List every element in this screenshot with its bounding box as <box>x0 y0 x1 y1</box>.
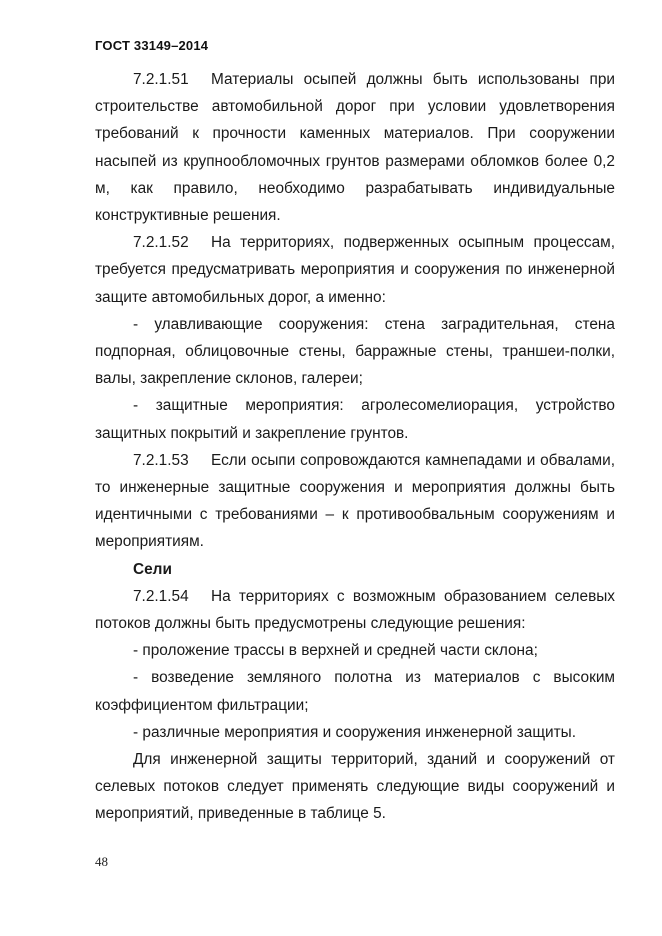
clause-number: 7.2.1.53 <box>133 451 189 469</box>
list-item: - улавливающие сооружения: стена заградительная, стена подпорная, облицовочные стены, барражные стены, траншеи-полки, валы, закрепление склонов, галереи; <box>95 315 615 388</box>
clause-text: Материалы осыпей должны быть использованы при строительстве автомобильной дорог при условии удовлетворения требований к прочности каменных материалов. При сооружении насыпей из крупнообломочных грунтов размерами обломков более 0,2 м, как правило, необходимо разрабатывать индивидуальные конструктивные решения. <box>95 71 615 225</box>
body-paragraph: Для инженерной защиты территорий, зданий и сооружений от селевых потоков следует применять следующие виды сооружений и мероприятий, приведенные в таблице 5. <box>95 751 615 823</box>
clause-7-2-1-51 <box>95 66 615 229</box>
section-heading: Сели <box>133 560 172 578</box>
clause-7-2-1-53 <box>95 447 615 556</box>
clause-number: 7.2.1.54 <box>133 587 189 605</box>
clause-text: На территориях с возможным образованием селевых потоков должны быть предусмотрены следующие решения: <box>95 587 615 633</box>
clause-text: На территориях, подверженных осыпным процессам, требуется предусматривать мероприятия и сооружения по инженерной защите автомобильных дорог, а именно: <box>95 234 615 306</box>
page-number: 48 <box>95 854 108 869</box>
list-item: - защитные мероприятия: агролесомелиорация, устройство защитных покрытий и закрепление грунтов. <box>95 397 615 442</box>
clause-7-2-1-54 <box>95 583 615 637</box>
list-item: - проложение трассы в верхней и средней части склона; <box>133 642 538 660</box>
document-header: ГОСТ 33149–2014 <box>95 38 209 53</box>
clause-number: 7.2.1.52 <box>133 234 189 252</box>
list-item: - возведение земляного полотна из материалов с высоким коэффициентом фильтрации; <box>95 669 615 714</box>
clause-text: Если осыпи сопровождаются камнепадами и обвалами, то инженерные защитные сооружения и мероприятия должны быть идентичными с требованиями – к противообвальным сооружениям и мероприятиям. <box>95 451 615 551</box>
clause-7-2-1-52 <box>95 229 615 311</box>
clause-number: 7.2.1.51 <box>133 71 189 88</box>
document-body <box>95 66 615 828</box>
list-item: - различные мероприятия и сооружения инженерной защиты. <box>133 723 577 741</box>
